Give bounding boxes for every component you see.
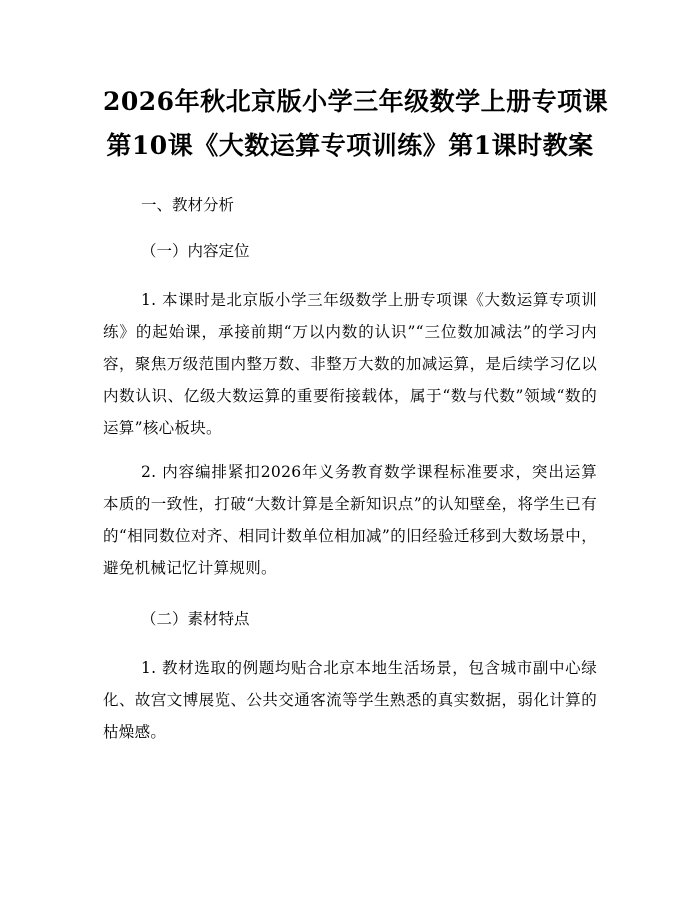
- subsection-heading-content-positioning: （一）内容定位: [141, 242, 250, 260]
- paragraph-positioning-2: 2. 内容编排紧扣2026年义务教育数学课程标准要求，突出运算本质的一致性，打破“大数计算是全新知识点”的认知壁垒，将学生已有的“相同数位对齐、相同计数单位相加减”的旧经验迁移到大数场景中，避免机械记忆计算规则。: [103, 463, 597, 577]
- document-title: [103, 80, 609, 168]
- section-heading-materials-analysis: 一、教材分析: [141, 196, 235, 214]
- paragraph-positioning-1: 1. 本课时是北京版小学三年级数学上册专项课《大数运算专项训练》的起始课，承接前期“万以内数的认识”“三位数加减法”的学习内容，聚焦万级范围内整万数、非整万大数的加减运算，是后续学习亿以内数认识、亿级大数运算的重要衔接载体，属于“数与代数”领域“数的运算”核心板块。: [103, 291, 597, 437]
- subsection-heading-material-features: （二）素材特点: [141, 610, 250, 628]
- title-line-1: 2026年秋北京版小学三年级数学上册专项课: [103, 87, 609, 116]
- paragraph-features-1: 1. 教材选取的例题均贴合北京本地生活场景，包含城市副中心绿化、故宫文博展览、公共交通客流等学生熟悉的真实数据，弱化计算的枯燥感。: [103, 659, 597, 741]
- title-line-2: 第10课《大数运算专项训练》第1课时教案: [106, 131, 594, 160]
